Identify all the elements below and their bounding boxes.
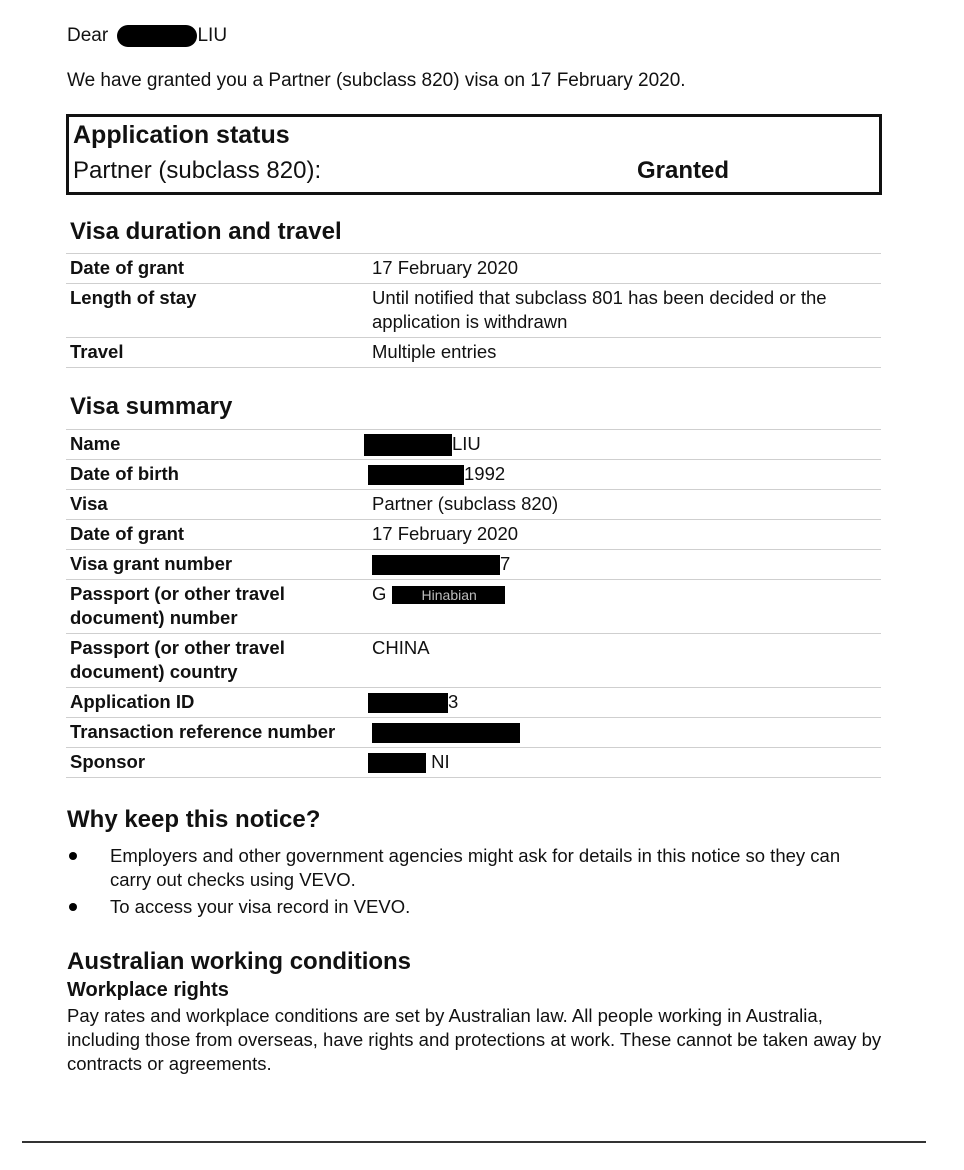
visa-duration-table <box>66 253 881 368</box>
table-row <box>66 748 881 778</box>
workplace-rights-paragraph: Pay rates and workplace conditions are set by Australian law. All people working in Australia, including those from overseas, have rights and protections at work. These cannot be taken away by contracts or agreements. <box>67 1005 882 1074</box>
row-value: Until notified that subclass 801 has been decided or the application is withdrawn <box>366 284 881 338</box>
visible-fragment: NI <box>431 751 450 773</box>
workplace-rights-subtitle: Workplace rights <box>67 979 229 1001</box>
table-row <box>66 430 881 460</box>
list-item <box>67 895 867 919</box>
visible-fragment: 1992 <box>464 463 506 485</box>
why-keep-list <box>67 844 867 922</box>
row-value: 17 February 2020 <box>366 520 881 550</box>
row-key: Transaction reference number <box>66 718 366 748</box>
row-value <box>366 460 881 490</box>
why-keep-title: Why keep this notice? <box>67 806 321 833</box>
working-conditions-title: Australian working conditions <box>67 948 412 975</box>
watermark-label: Hinabian <box>392 586 505 604</box>
table-row <box>66 460 881 490</box>
redacted-value <box>364 434 452 456</box>
redacted-value <box>368 465 464 485</box>
list-item-text: To access your visa record in VEVO. <box>110 896 411 917</box>
footer-divider <box>22 1141 926 1143</box>
table-row <box>66 284 881 338</box>
row-key: Date of grant <box>66 254 366 284</box>
table-row <box>66 338 881 368</box>
table-row <box>66 718 881 748</box>
row-value <box>366 550 881 580</box>
visible-fragment: 3 <box>448 691 459 713</box>
row-key: Passport (or other travel document) country <box>66 634 366 688</box>
bullet-icon <box>69 903 77 911</box>
table-row <box>66 520 881 550</box>
redacted-value <box>372 723 520 743</box>
list-item <box>67 844 867 892</box>
visible-fragment: 7 <box>500 553 511 575</box>
visa-summary-title: Visa summary <box>70 393 233 420</box>
row-key: Visa grant number <box>66 550 366 580</box>
row-key: Travel <box>66 338 366 368</box>
redacted-value <box>372 555 500 575</box>
row-value: Multiple entries <box>366 338 881 368</box>
table-row <box>66 490 881 520</box>
list-item-text: Employers and other government agencies might ask for details in this notice so they can carry out checks using VEVO. <box>110 845 841 890</box>
greeting-line <box>67 25 227 47</box>
redacted-given-name <box>117 25 197 47</box>
table-row <box>66 634 881 688</box>
bullet-icon <box>69 852 77 860</box>
row-value: CHINA <box>366 634 881 688</box>
row-key: Visa <box>66 490 366 520</box>
table-row <box>66 254 881 284</box>
row-key: Name <box>66 430 366 460</box>
row-value: 17 February 2020 <box>366 254 881 284</box>
table-row <box>66 550 881 580</box>
row-key: Date of grant <box>66 520 366 550</box>
redacted-value <box>368 693 448 713</box>
grant-intro: We have granted you a Partner (subclass 820) visa on 17 February 2020. <box>67 70 686 91</box>
application-status-label: Partner (subclass 820): <box>73 157 322 184</box>
visa-summary-table <box>66 429 881 778</box>
redacted-value <box>368 753 426 773</box>
row-key: Passport (or other travel document) number <box>66 580 366 634</box>
row-value <box>366 430 881 460</box>
visible-fragment: LIU <box>452 433 481 454</box>
row-value <box>366 580 881 634</box>
row-value: Partner (subclass 820) <box>366 490 881 520</box>
table-row <box>66 688 881 718</box>
row-key: Date of birth <box>66 460 366 490</box>
visa-duration-title: Visa duration and travel <box>70 218 342 245</box>
surname: LIU <box>197 25 228 47</box>
row-value <box>366 718 881 748</box>
table-row <box>66 580 881 634</box>
application-status-title: Application status <box>73 121 290 149</box>
row-key: Sponsor <box>66 748 366 778</box>
row-key: Length of stay <box>66 284 366 338</box>
row-value <box>366 748 881 778</box>
visible-fragment: G <box>372 583 387 605</box>
row-value <box>366 688 881 718</box>
salutation: Dear <box>67 25 109 47</box>
application-status-box <box>66 114 882 195</box>
application-status-value: Granted <box>637 157 730 184</box>
row-key: Application ID <box>66 688 366 718</box>
